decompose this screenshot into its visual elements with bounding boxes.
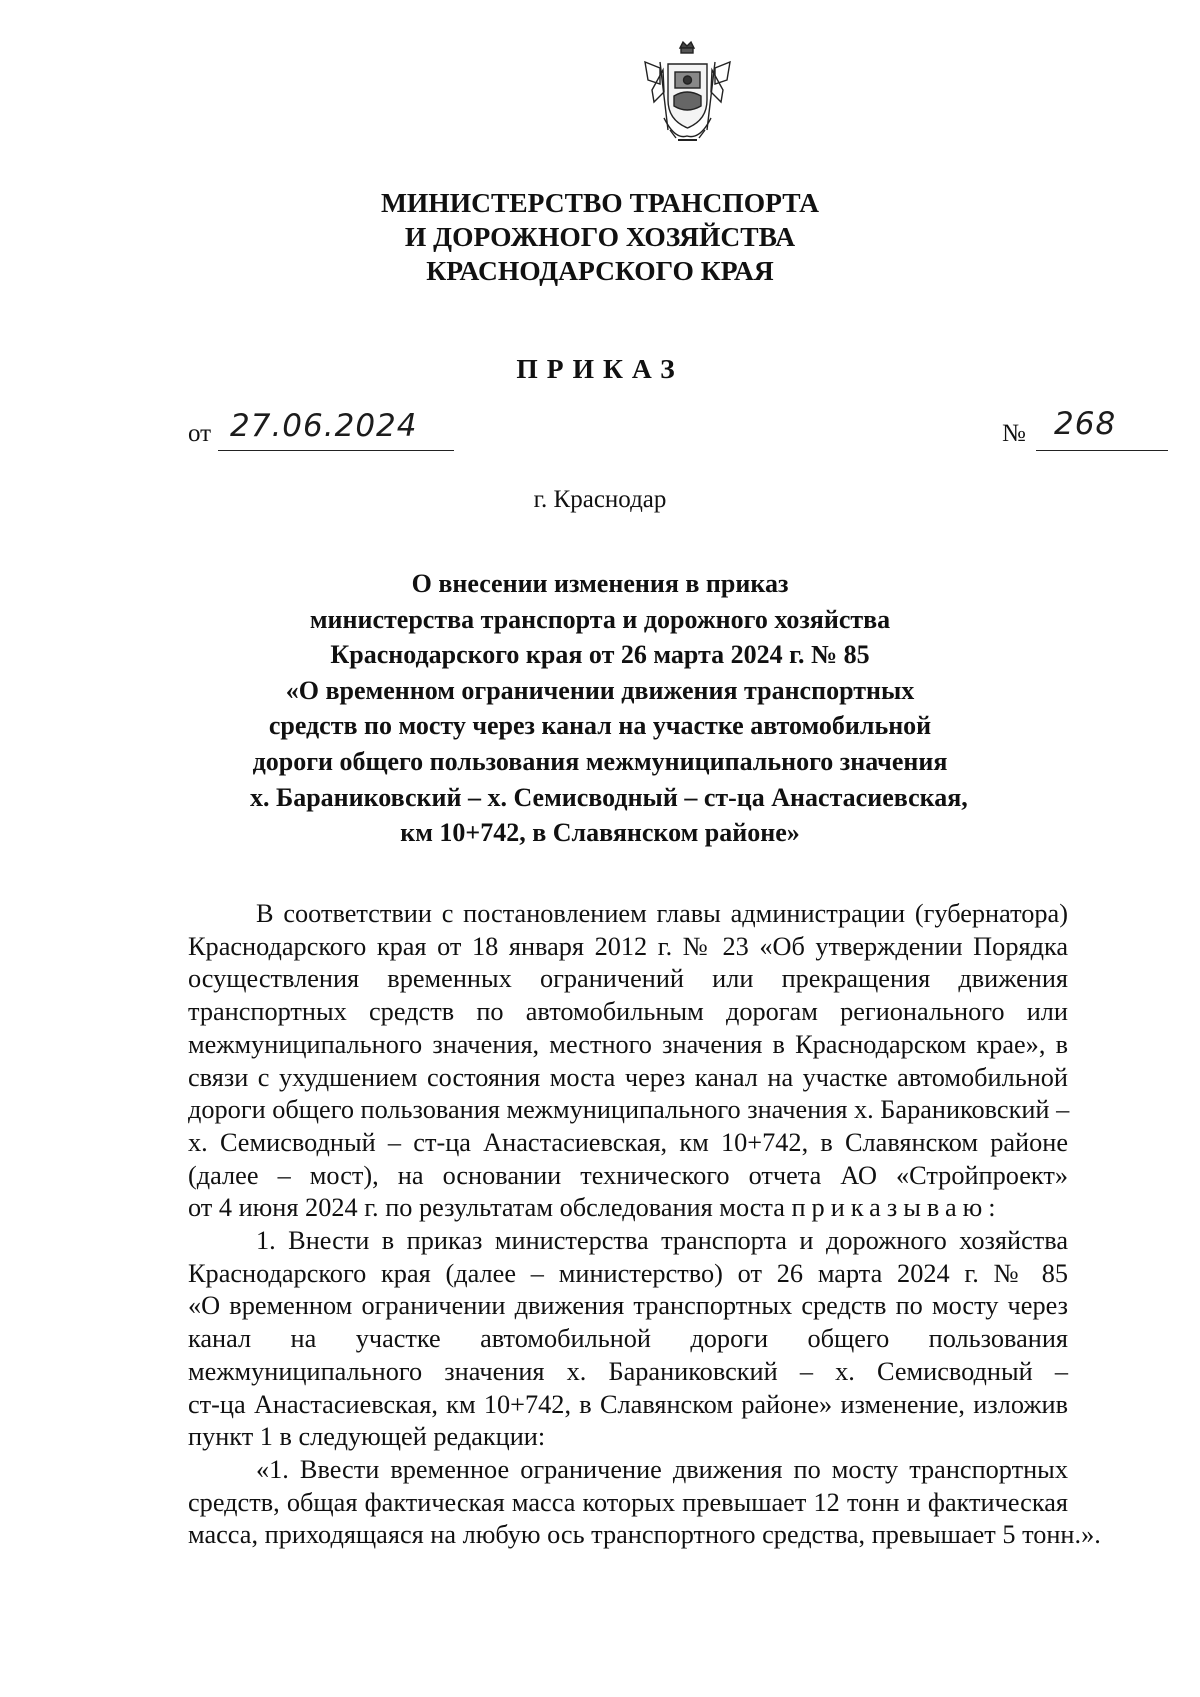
document-type-title: ПРИКАЗ (516, 353, 684, 384)
body-line: (далее – мост), на основании технического отчета АО «Стройпроект» (188, 1160, 1068, 1190)
order-body (188, 898, 1101, 1552)
body-line: х. Семисводный – ст-ца Анастасиевская, км 10+742, в Славянском районе (188, 1127, 1068, 1157)
body-line: дороги общего пользования межмуниципального значения х. Бараниковский – (188, 1095, 1070, 1125)
body-line: масса, приходящаяся на любую ось транспортного средства, превышает 5 тонн.». (188, 1520, 1101, 1550)
subject-line: «О временном ограничении движения транспортных (285, 675, 915, 705)
decree-word: приказываю: (791, 1193, 1002, 1223)
handwritten-date: 27.06.2024 (230, 408, 418, 444)
number-prefix: № (1002, 420, 1026, 447)
body-line (188, 1192, 1068, 1225)
subject-line: х. Бараниковский – х. Семисводный – ст-ца Анастасиевская, (250, 782, 968, 812)
body-line: осуществления временных ограничений или прекращения движения (188, 964, 1068, 994)
subject-line: дороги общего пользования межмуниципального значения (252, 746, 948, 776)
body-line: «О временном ограничении движения транспортных средств по мосту через (188, 1291, 1068, 1321)
ministry-line: МИНИСТЕРСТВО ТРАНСПОРТА (380, 187, 820, 218)
city-name: г. Краснодар (533, 486, 667, 513)
date-prefix: от (188, 420, 212, 447)
body-line: транспортных средств по автомобильным дорогам регионального или (188, 997, 1068, 1027)
subject-line: О внесении изменения в приказ (411, 569, 789, 598)
subject-line: км 10+742, в Славянском районе» (400, 818, 800, 848)
ministry-line: КРАСНОДАРСКОГО КРАЯ (426, 255, 774, 286)
number-underline (1036, 450, 1168, 451)
krasnodar-coat-of-arms-icon (630, 40, 745, 150)
date-underline (218, 450, 454, 451)
ministry-name (300, 186, 900, 288)
subject-line: средств по мосту через канал на участке автомобильной (268, 711, 932, 741)
order-subject (250, 566, 968, 851)
body-line: межмуниципального значения х. Бараниковский – х. Семисводный – (188, 1356, 1068, 1386)
body-line: межмуниципального значения, местного значения в Краснодарском крае», в (188, 1029, 1068, 1059)
body-line: «1. Ввести временное ограничение движения по мосту транспортных (256, 1454, 1068, 1484)
handwritten-number: 268 (1054, 406, 1117, 442)
body-line: Краснодарского края (далее – министерство) от 26 марта 2024 г. № 85 (188, 1258, 1068, 1288)
body-line: средств, общая фактическая масса которых превышает 12 тонн и фактическая (188, 1487, 1068, 1517)
body-line: канал на участке автомобильной дороги общего пользования (188, 1324, 1068, 1354)
subject-line: министерства транспорта и дорожного хозяйства (309, 604, 891, 634)
ministry-line: И ДОРОЖНОГО ХОЗЯЙСТВА (404, 221, 796, 252)
body-line: связи с ухудшением состояния моста через канал на участке автомобильной (188, 1062, 1068, 1092)
subject-line: Краснодарского края от 26 марта 2024 г. № 85 (330, 640, 870, 670)
body-line-text: от 4 июня 2024 г. по результатам обследования моста (188, 1193, 792, 1223)
body-line: Краснодарского края от 18 января 2012 г. № 23 «Об утверждении Порядка (188, 931, 1068, 961)
body-line: ст-ца Анастасиевская, км 10+742, в Славянском районе» изменение, изложив (188, 1389, 1068, 1419)
date-number-row (188, 406, 1117, 458)
body-line: В соответствии с постановлением главы администрации (губернатора) (256, 899, 1068, 928)
body-line: пункт 1 в следующей редакции: (188, 1422, 546, 1452)
body-line: 1. Внести в приказ министерства транспорта и дорожного хозяйства (256, 1226, 1068, 1256)
